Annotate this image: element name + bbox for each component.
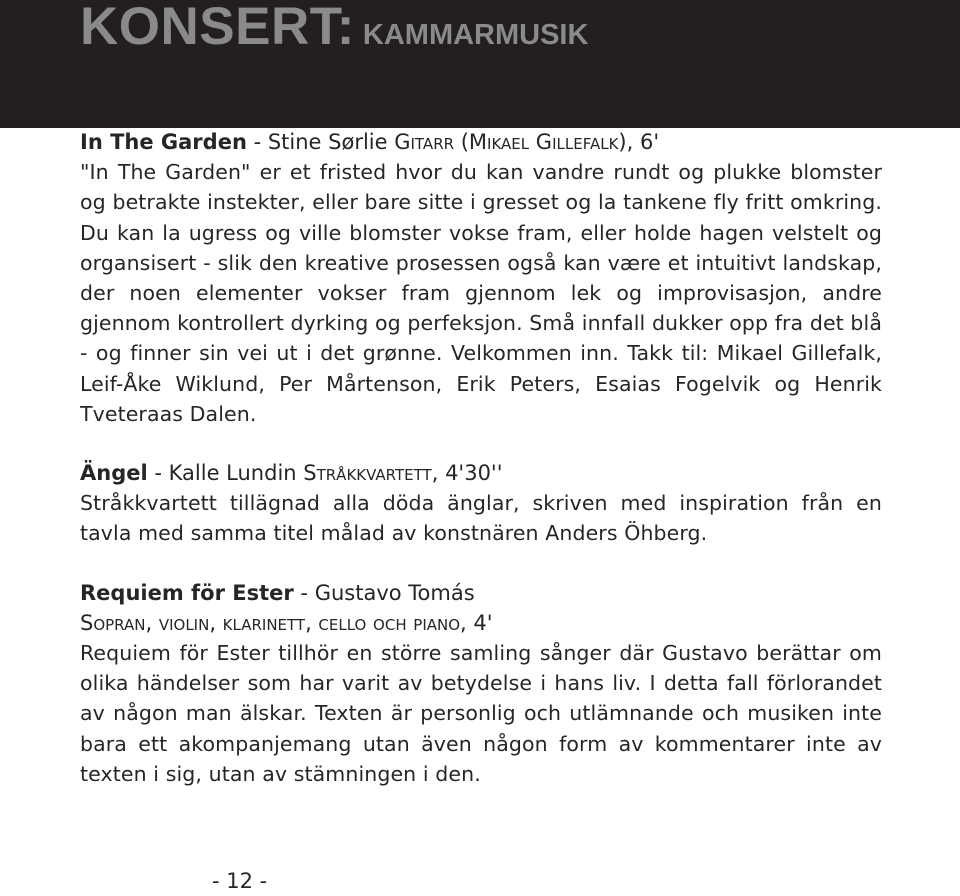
composer: Gustavo Tomás xyxy=(314,580,475,605)
piece-title: Ängel xyxy=(80,461,148,486)
performer-close: ) xyxy=(618,130,627,154)
piece-description: Stråkkvartett tillägnad alla döda änglar, skriven med inspiration från en tavla med samma titel målad av konstnären Anders Öhberg. xyxy=(80,491,882,546)
piece-title: Requiem för Ester xyxy=(80,580,294,605)
piece-instrumentation xyxy=(80,608,882,638)
banner-subtitle: KAMMARMUSIK xyxy=(362,19,589,51)
composer: Kalle Lundin xyxy=(168,461,304,486)
instrument: Gitarr xyxy=(394,130,455,154)
program-content xyxy=(80,127,882,789)
piece-requiem-for-ester xyxy=(80,578,882,789)
duration: , 4' xyxy=(460,610,493,635)
piece-heading xyxy=(80,458,882,488)
separator: - xyxy=(293,580,315,605)
instrument: Sopran, violin, klarinett, cello och piano xyxy=(80,610,461,635)
piece-angel xyxy=(80,458,882,549)
piece-heading xyxy=(80,127,882,157)
piece-title: In The Garden xyxy=(80,130,247,154)
performer: Mikael Gillefalk xyxy=(468,130,619,154)
composer: Stine Sørlie xyxy=(267,130,395,154)
piece-description: Requiem för Ester tillhör en större samling sånger där Gustavo berättar om olika händelser som har varit av betydelse i hans liv. I detta fall förlorandet av någon man älskar. Texten är personlig och utlämnande och musiken inte bara ett akompanjemang utan även någon form av kommentarer inte av texten i sig, utan av stämningen i den. xyxy=(80,641,882,786)
page-title xyxy=(80,0,589,56)
banner-title: KONSERT: xyxy=(80,0,355,56)
duration: , 4'30'' xyxy=(431,461,503,486)
page-number: - 12 - xyxy=(212,869,268,893)
piece-heading xyxy=(80,578,882,608)
header-banner xyxy=(0,0,960,128)
piece-in-the-garden xyxy=(80,127,882,429)
performer-open: ( xyxy=(454,130,469,154)
piece-description: "In The Garden" er et fristed hvor du kan vandre rundt og plukke blomster og betrakte instekter, eller bare sitte i gresset og la tankene fly fritt omkring. Du kan la ugress og ville blomster vokse fram, eller holde hagen velstelt og organsisert - slik den kreative prosessen også kan være et intuitivt landskap, der noen elementer vokser fram gjennom lek og improvisasjon, andre gjennom kontrollert dyrking og perfeksjon. Små innfall dukker opp fra det blå - og finner sin vei ut i det grønne. Velkommen inn. Takk til: Mikael Gillefalk, Leif-Åke Wiklund, Per Mårtenson, Erik Peters, Esaias Fogelvik og Henrik Tveteraas Dalen. xyxy=(80,160,882,426)
duration: , 6' xyxy=(626,130,660,154)
instrument: Stråkkvartett xyxy=(303,461,432,486)
separator: - xyxy=(147,461,169,486)
separator: - xyxy=(246,130,268,154)
